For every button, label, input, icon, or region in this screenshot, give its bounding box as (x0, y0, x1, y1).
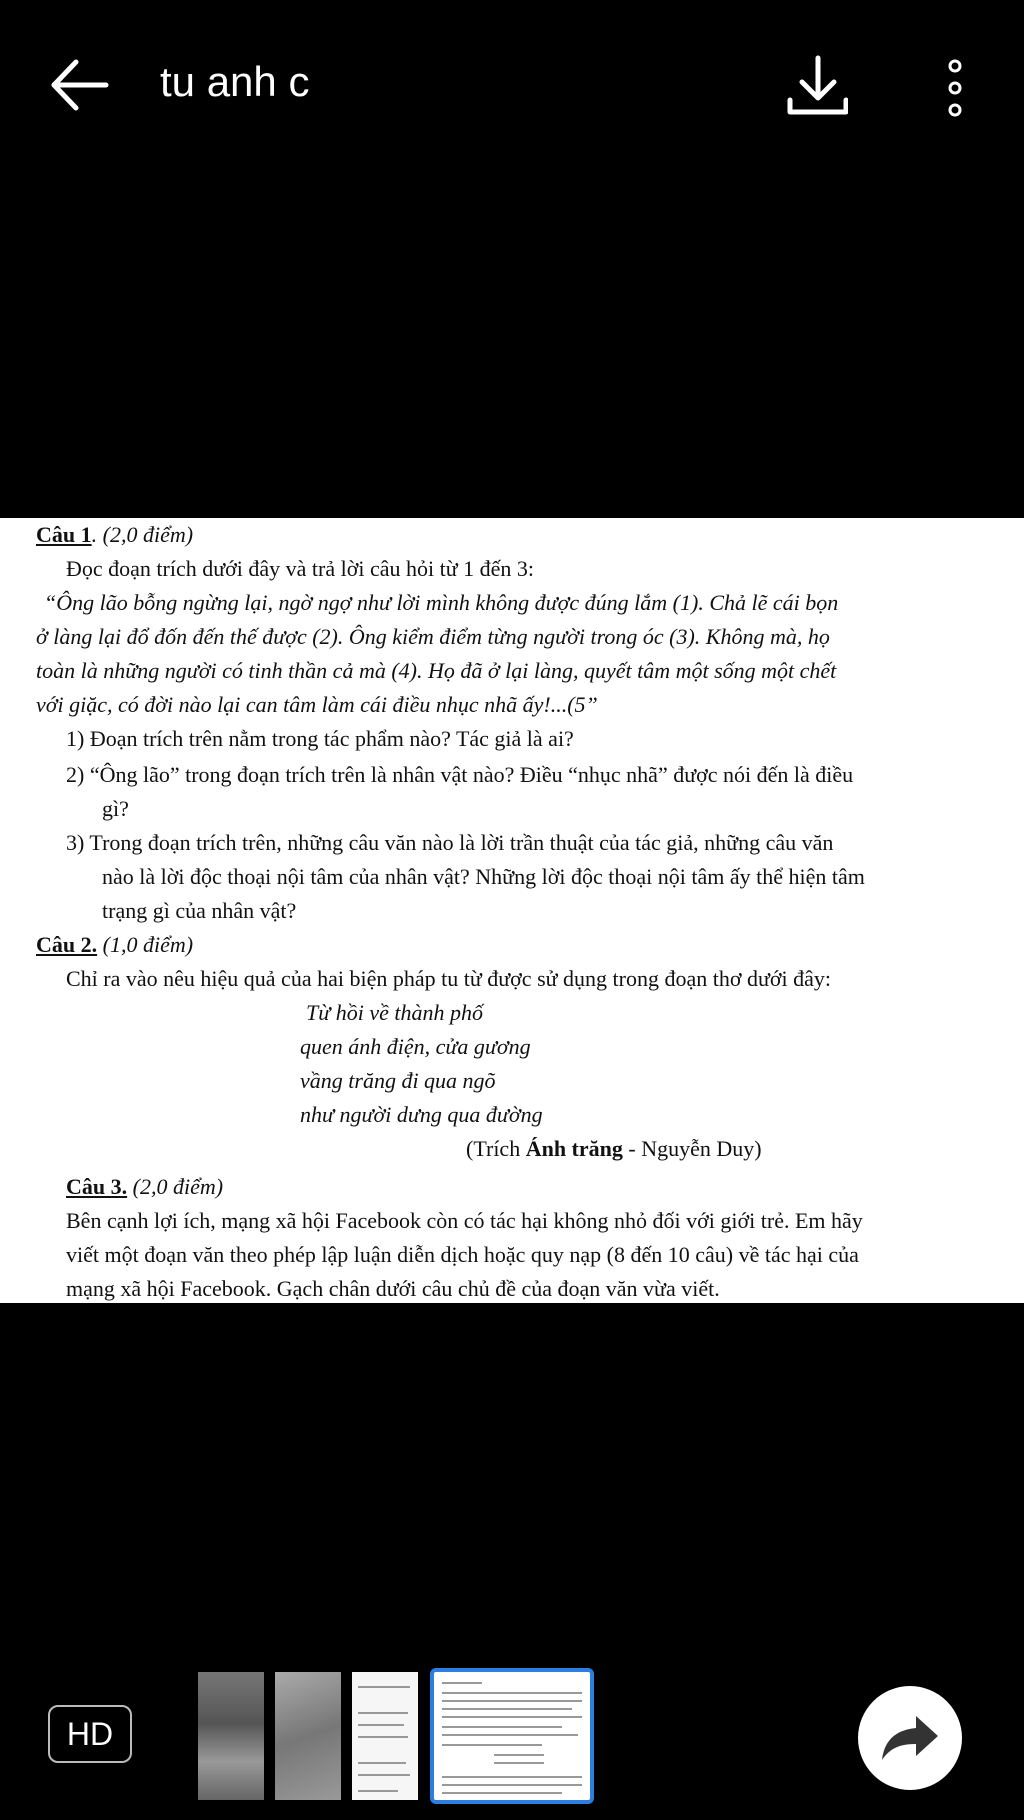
question-2-heading: Câu 2. (36, 932, 98, 957)
question-3-line-1: Bên cạnh lợi ích, mạng xã hội Facebook còn có tác hại không nhỏ đối với giới trẻ. Em hãy (66, 1208, 863, 1233)
poem-source (466, 1136, 762, 1162)
question-1-header (36, 522, 193, 548)
question-1-item-1: 1) Đoạn trích trên nằm trong tác phẩm nào? Tác giả là ai? (66, 726, 574, 751)
download-icon[interactable] (778, 52, 848, 122)
question-1-item-3-line-3: trạng gì của nhân vật? (102, 898, 297, 923)
question-2-header (36, 932, 193, 958)
question-1-heading: Câu 1 (36, 522, 92, 547)
poem-line-3: vầng trăng đi qua ngõ (300, 1068, 496, 1093)
question-3-heading: Câu 3. (66, 1174, 128, 1199)
question-1-item-2-line-1: 2) “Ông lão” trong đoạn trích trên là nhân vật nào? Điều “nhục nhã” được nói đến là điều (66, 762, 854, 787)
question-1-item-3-line-1: 3) Trong đoạn trích trên, những câu văn nào là lời trần thuật của tác giả, những câu văn (66, 830, 834, 855)
passage-line-4: với giặc, có đời nào lại can tâm làm cái điều nhục nhã ấy!...(5” (36, 692, 598, 717)
thumbnail-3[interactable] (352, 1672, 418, 1800)
thumbnail-2[interactable] (275, 1672, 341, 1800)
passage-line-2: ở làng lại đổ đốn đến thế được (2). Ông kiểm điểm từng người trong óc (3). Không mà, họ (36, 624, 830, 649)
thumbnail-4-selected[interactable] (430, 1668, 594, 1804)
question-3-header (66, 1174, 223, 1200)
question-3-line-2: viết một đoạn văn theo phép lập luận diễn dịch hoặc quy nạp (8 đến 10 câu) về tác hại của (66, 1242, 859, 1267)
question-2-points: (1,0 điểm) (97, 932, 194, 957)
thumbnail-1[interactable] (198, 1672, 264, 1800)
more-vertical-icon[interactable] (940, 56, 970, 120)
question-3-line-3: mạng xã hội Facebook. Gạch chân dưới câu chủ đề của đoạn văn vừa viết. (66, 1276, 720, 1301)
share-arrow-icon (858, 1686, 962, 1790)
poem-source-suffix: - Nguyễn Duy) (622, 1136, 762, 1161)
poem-source-prefix: (Trích (466, 1136, 526, 1161)
page-title: tu anh c (160, 58, 310, 105)
question-1-item-2-line-2: gì? (102, 796, 129, 821)
document-image (0, 518, 1024, 1303)
poem-line-2: quen ánh điện, cửa gương (300, 1034, 531, 1059)
arrow-left-icon[interactable] (44, 50, 114, 120)
question-1-instruction: Đọc đoạn trích dưới đây và trả lời câu hỏi từ 1 đến 3: (66, 556, 535, 581)
poem-line-4: như người dưng qua đường (300, 1102, 543, 1127)
question-3-points: (2,0 điểm) (127, 1174, 224, 1199)
poem-line-1: Từ hồi về thành phố (306, 1000, 483, 1025)
top-bar (0, 0, 1024, 170)
passage-line-1: “Ông lão bỗng ngừng lại, ngờ ngợ như lời mình không được đúng lắm (1). Chả lẽ cái bọn (44, 590, 839, 615)
poem-source-title: Ánh trăng (525, 1136, 623, 1161)
hd-toggle-button[interactable]: HD (48, 1705, 132, 1763)
question-2-instruction: Chỉ ra vào nêu hiệu quả của hai biện pháp tu từ được sử dụng trong đoạn thơ dưới đây: (66, 966, 832, 991)
question-1-item-3-line-2: nào là lời độc thoại nội tâm của nhân vật? Những lời độc thoại nội tâm ấy thể hiện tâm (102, 864, 865, 889)
share-button[interactable] (858, 1686, 962, 1790)
passage-line-3: toàn là những người có tinh thần cả mà (4). Họ đã ở lại làng, quyết tâm một sống một chết (36, 658, 837, 683)
question-1-points: . (2,0 điểm) (91, 522, 194, 547)
